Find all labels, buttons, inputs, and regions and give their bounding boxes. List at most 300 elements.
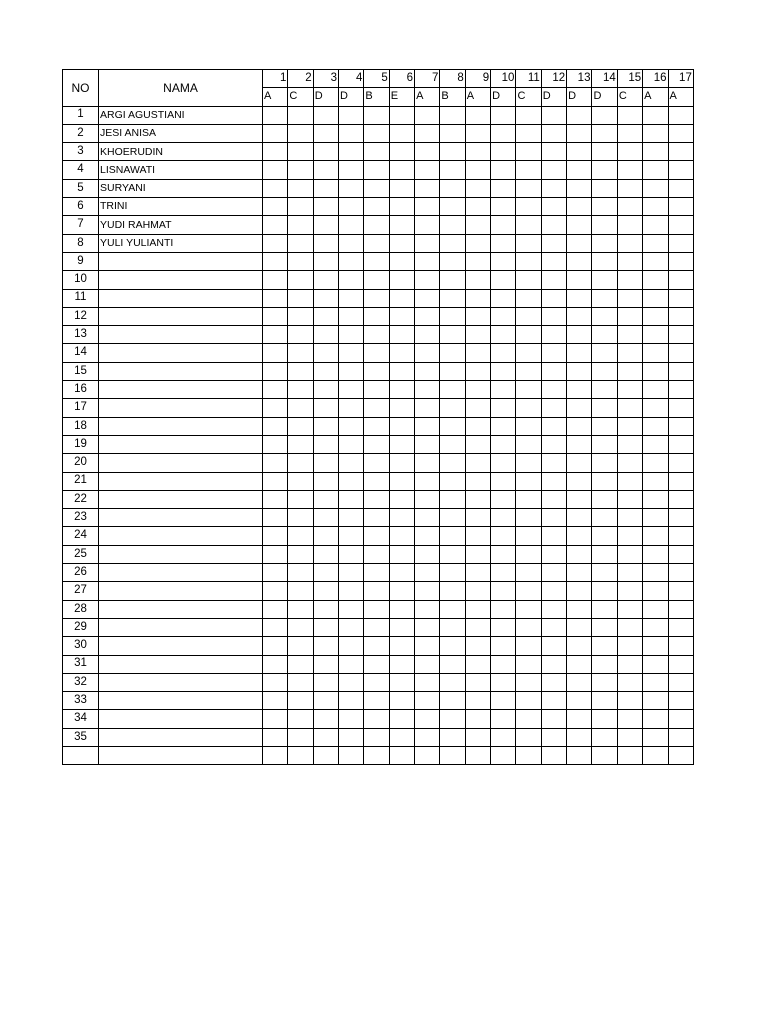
answer-cell xyxy=(415,655,440,673)
answer-cell xyxy=(440,454,465,472)
student-name xyxy=(99,344,263,362)
answer-cell xyxy=(617,399,642,417)
question-number: 11 xyxy=(516,70,541,88)
answer-cell xyxy=(491,454,516,472)
answer-cell xyxy=(541,106,566,124)
answer-cell xyxy=(415,509,440,527)
answer-cell xyxy=(617,271,642,289)
student-name xyxy=(99,490,263,508)
student-name: KHOERUDIN xyxy=(99,143,263,161)
answer-cell xyxy=(288,381,313,399)
answer-cell xyxy=(592,490,617,508)
answer-cell xyxy=(364,161,389,179)
answer-cell xyxy=(415,216,440,234)
answer-cell xyxy=(567,326,592,344)
answer-cell xyxy=(313,362,338,380)
row-number: 24 xyxy=(63,527,99,545)
answer-cell xyxy=(389,289,414,307)
answer-cell xyxy=(567,692,592,710)
answer-cell xyxy=(263,289,288,307)
student-name: SURYANI xyxy=(99,179,263,197)
answer-cell xyxy=(491,307,516,325)
answer-key-cell: B xyxy=(440,88,465,106)
answer-cell xyxy=(617,234,642,252)
answer-cell xyxy=(592,307,617,325)
answer-cell xyxy=(592,472,617,490)
answer-cell xyxy=(592,198,617,216)
student-row xyxy=(63,545,694,563)
answer-cell xyxy=(339,454,364,472)
answer-cell xyxy=(668,692,693,710)
answer-cell xyxy=(440,545,465,563)
answer-cell xyxy=(668,399,693,417)
answer-cell xyxy=(263,399,288,417)
answer-cell xyxy=(541,399,566,417)
answer-cell xyxy=(592,618,617,636)
answer-cell xyxy=(339,289,364,307)
answer-cell xyxy=(668,124,693,142)
answer-cell xyxy=(440,381,465,399)
answer-cell xyxy=(567,399,592,417)
answer-cell xyxy=(592,289,617,307)
student-name xyxy=(99,710,263,728)
answer-cell xyxy=(617,179,642,197)
answer-key-cell: D xyxy=(313,88,338,106)
answer-cell xyxy=(617,490,642,508)
answer-cell xyxy=(465,106,490,124)
answer-cell xyxy=(288,618,313,636)
answer-cell xyxy=(364,326,389,344)
answer-cell xyxy=(313,216,338,234)
answer-cell xyxy=(364,710,389,728)
answer-cell xyxy=(339,600,364,618)
answer-cell xyxy=(516,362,541,380)
answer-cell xyxy=(465,344,490,362)
student-row xyxy=(63,655,694,673)
student-row xyxy=(63,509,694,527)
answer-cell xyxy=(643,728,668,746)
answer-cell xyxy=(313,106,338,124)
student-row xyxy=(63,472,694,490)
answer-cell xyxy=(465,362,490,380)
answer-cell xyxy=(592,417,617,435)
answer-cell xyxy=(491,216,516,234)
answer-cell xyxy=(567,124,592,142)
answer-cell xyxy=(389,161,414,179)
student-row xyxy=(63,692,694,710)
student-row xyxy=(63,618,694,636)
answer-cell xyxy=(516,307,541,325)
answer-cell xyxy=(415,472,440,490)
answer-cell xyxy=(465,746,490,764)
answer-cell xyxy=(592,362,617,380)
answer-cell xyxy=(263,509,288,527)
answer-cell xyxy=(263,472,288,490)
answer-cell xyxy=(516,124,541,142)
answer-cell xyxy=(516,582,541,600)
answer-cell xyxy=(465,582,490,600)
answer-cell xyxy=(389,655,414,673)
answer-cell xyxy=(339,124,364,142)
answer-cell xyxy=(617,545,642,563)
answer-cell xyxy=(643,307,668,325)
student-name xyxy=(99,746,263,764)
answer-cell xyxy=(617,655,642,673)
answer-cell xyxy=(440,746,465,764)
answer-cell xyxy=(288,673,313,691)
answer-cell xyxy=(592,564,617,582)
answer-cell xyxy=(415,399,440,417)
answer-cell xyxy=(263,179,288,197)
answer-cell xyxy=(643,252,668,270)
answer-cell xyxy=(389,252,414,270)
answer-cell xyxy=(668,746,693,764)
student-row xyxy=(63,417,694,435)
answer-key-cell: D xyxy=(339,88,364,106)
answer-cell xyxy=(440,472,465,490)
student-name xyxy=(99,454,263,472)
answer-cell xyxy=(288,746,313,764)
question-number: 10 xyxy=(491,70,516,88)
student-row xyxy=(63,234,694,252)
answer-cell xyxy=(465,307,490,325)
answer-key-cell: B xyxy=(364,88,389,106)
answer-cell xyxy=(516,252,541,270)
answer-cell xyxy=(541,307,566,325)
answer-cell xyxy=(313,326,338,344)
answer-cell xyxy=(567,472,592,490)
answer-cell xyxy=(364,545,389,563)
answer-cell xyxy=(516,692,541,710)
answer-cell xyxy=(617,746,642,764)
student-row xyxy=(63,564,694,582)
question-number: 6 xyxy=(389,70,414,88)
header-row-question-numbers xyxy=(63,70,694,88)
answer-cell xyxy=(313,198,338,216)
answer-cell xyxy=(668,106,693,124)
answer-cell xyxy=(491,234,516,252)
answer-cell xyxy=(541,600,566,618)
answer-cell xyxy=(668,234,693,252)
answer-cell xyxy=(389,216,414,234)
question-number: 1 xyxy=(263,70,288,88)
answer-cell xyxy=(389,564,414,582)
answer-cell xyxy=(339,673,364,691)
student-name: YUDI RAHMAT xyxy=(99,216,263,234)
answer-cell xyxy=(643,692,668,710)
answer-cell xyxy=(415,179,440,197)
answer-cell xyxy=(263,527,288,545)
answer-cell xyxy=(339,692,364,710)
answer-cell xyxy=(567,106,592,124)
answer-cell xyxy=(364,289,389,307)
answer-cell xyxy=(263,655,288,673)
answer-cell xyxy=(440,417,465,435)
answer-cell xyxy=(592,454,617,472)
student-name xyxy=(99,399,263,417)
answer-cell xyxy=(288,344,313,362)
row-number: 4 xyxy=(63,161,99,179)
answer-cell xyxy=(440,692,465,710)
student-name xyxy=(99,545,263,563)
student-row xyxy=(63,198,694,216)
student-name xyxy=(99,362,263,380)
answer-cell xyxy=(592,545,617,563)
answer-cell xyxy=(567,527,592,545)
student-name: YULI YULIANTI xyxy=(99,234,263,252)
student-name xyxy=(99,289,263,307)
answer-cell xyxy=(516,161,541,179)
answer-cell xyxy=(389,124,414,142)
answer-cell xyxy=(643,710,668,728)
answer-cell xyxy=(263,326,288,344)
question-number: 2 xyxy=(288,70,313,88)
answer-cell xyxy=(339,527,364,545)
answer-cell xyxy=(668,326,693,344)
answer-cell xyxy=(567,381,592,399)
answer-cell xyxy=(389,472,414,490)
answer-cell xyxy=(541,289,566,307)
answer-cell xyxy=(617,417,642,435)
answer-cell xyxy=(339,490,364,508)
answer-cell xyxy=(567,307,592,325)
answer-cell xyxy=(541,637,566,655)
answer-cell xyxy=(415,124,440,142)
answer-cell xyxy=(415,252,440,270)
answer-cell xyxy=(567,618,592,636)
answer-cell xyxy=(668,655,693,673)
answer-cell xyxy=(263,124,288,142)
answer-cell xyxy=(541,545,566,563)
answer-cell xyxy=(567,344,592,362)
student-row xyxy=(63,289,694,307)
answer-cell xyxy=(364,198,389,216)
answer-cell xyxy=(288,728,313,746)
answer-cell xyxy=(288,307,313,325)
question-number: 13 xyxy=(567,70,592,88)
answer-cell xyxy=(313,143,338,161)
student-name xyxy=(99,637,263,655)
answer-cell xyxy=(541,710,566,728)
answer-cell xyxy=(364,124,389,142)
answer-cell xyxy=(567,545,592,563)
student-name: JESI ANISA xyxy=(99,124,263,142)
answer-cell xyxy=(389,490,414,508)
answer-cell xyxy=(643,216,668,234)
answer-cell xyxy=(541,161,566,179)
answer-cell xyxy=(263,344,288,362)
answer-cell xyxy=(313,289,338,307)
answer-cell xyxy=(465,692,490,710)
answer-cell xyxy=(288,692,313,710)
answer-cell xyxy=(668,472,693,490)
answer-cell xyxy=(364,490,389,508)
answer-cell xyxy=(440,618,465,636)
row-number: 14 xyxy=(63,344,99,362)
answer-cell xyxy=(263,582,288,600)
answer-cell xyxy=(643,381,668,399)
answer-cell xyxy=(288,435,313,453)
answer-cell xyxy=(541,564,566,582)
answer-cell xyxy=(491,527,516,545)
answer-cell xyxy=(313,746,338,764)
answer-cell xyxy=(465,216,490,234)
answer-cell xyxy=(364,655,389,673)
question-number: 14 xyxy=(592,70,617,88)
answer-cell xyxy=(440,234,465,252)
answer-cell xyxy=(567,216,592,234)
answer-cell xyxy=(617,435,642,453)
question-number: 5 xyxy=(364,70,389,88)
answer-cell xyxy=(541,344,566,362)
student-row xyxy=(63,710,694,728)
student-name xyxy=(99,472,263,490)
answer-cell xyxy=(516,289,541,307)
answer-cell xyxy=(440,362,465,380)
answer-cell xyxy=(313,399,338,417)
answer-cell xyxy=(516,746,541,764)
answer-cell xyxy=(516,271,541,289)
answer-cell xyxy=(465,545,490,563)
answer-cell xyxy=(389,618,414,636)
answer-cell xyxy=(541,234,566,252)
answer-cell xyxy=(389,344,414,362)
answer-cell xyxy=(668,545,693,563)
student-row xyxy=(63,326,694,344)
answer-cell xyxy=(288,454,313,472)
answer-cell xyxy=(288,252,313,270)
answer-cell xyxy=(364,234,389,252)
student-name xyxy=(99,307,263,325)
answer-cell xyxy=(263,564,288,582)
answer-cell xyxy=(668,179,693,197)
answer-cell xyxy=(668,454,693,472)
answer-cell xyxy=(389,399,414,417)
answer-cell xyxy=(415,161,440,179)
answer-cell xyxy=(592,692,617,710)
student-row xyxy=(63,381,694,399)
answer-cell xyxy=(643,564,668,582)
answer-cell xyxy=(415,289,440,307)
answer-cell xyxy=(617,618,642,636)
answer-cell xyxy=(643,618,668,636)
answer-cell xyxy=(440,582,465,600)
answer-cell xyxy=(263,234,288,252)
answer-cell xyxy=(440,179,465,197)
question-number: 8 xyxy=(440,70,465,88)
answer-cell xyxy=(339,344,364,362)
answer-cell xyxy=(263,417,288,435)
answer-key-cell: D xyxy=(592,88,617,106)
answer-cell xyxy=(491,637,516,655)
answer-cell xyxy=(491,564,516,582)
answer-cell xyxy=(491,179,516,197)
answer-cell xyxy=(313,728,338,746)
answer-cell xyxy=(592,271,617,289)
answer-cell xyxy=(643,344,668,362)
answer-cell xyxy=(465,234,490,252)
row-number: 12 xyxy=(63,307,99,325)
answer-cell xyxy=(516,600,541,618)
answer-cell xyxy=(313,271,338,289)
answer-cell xyxy=(617,692,642,710)
row-number: 34 xyxy=(63,710,99,728)
answer-cell xyxy=(491,271,516,289)
answer-cell xyxy=(491,600,516,618)
answer-cell xyxy=(288,490,313,508)
answer-cell xyxy=(364,271,389,289)
answer-cell xyxy=(491,472,516,490)
answer-cell xyxy=(465,124,490,142)
answer-cell xyxy=(668,527,693,545)
answer-cell xyxy=(592,746,617,764)
answer-cell xyxy=(491,545,516,563)
answer-cell xyxy=(263,746,288,764)
answer-cell xyxy=(313,252,338,270)
answer-cell xyxy=(364,454,389,472)
answer-cell xyxy=(263,252,288,270)
answer-cell xyxy=(491,198,516,216)
answer-cell xyxy=(339,582,364,600)
answer-cell xyxy=(491,728,516,746)
answer-cell xyxy=(339,472,364,490)
row-number: 20 xyxy=(63,454,99,472)
student-name xyxy=(99,600,263,618)
answer-cell xyxy=(668,271,693,289)
answer-cell xyxy=(617,509,642,527)
answer-cell xyxy=(643,655,668,673)
answer-cell xyxy=(440,289,465,307)
answer-cell xyxy=(617,143,642,161)
answer-cell xyxy=(339,252,364,270)
answer-cell xyxy=(415,454,440,472)
row-number: 31 xyxy=(63,655,99,673)
student-row xyxy=(63,179,694,197)
answer-cell xyxy=(339,216,364,234)
answer-cell xyxy=(567,362,592,380)
answer-cell xyxy=(288,234,313,252)
answer-cell xyxy=(364,728,389,746)
answer-cell xyxy=(364,637,389,655)
answer-cell xyxy=(288,271,313,289)
answer-cell xyxy=(465,472,490,490)
answer-cell xyxy=(313,692,338,710)
answer-cell xyxy=(263,490,288,508)
student-name xyxy=(99,417,263,435)
answer-cell xyxy=(440,344,465,362)
answer-cell xyxy=(541,673,566,691)
answer-cell xyxy=(668,618,693,636)
answer-cell xyxy=(643,637,668,655)
answer-cell xyxy=(465,143,490,161)
answer-cell xyxy=(643,545,668,563)
answer-cell xyxy=(313,381,338,399)
answer-cell xyxy=(263,728,288,746)
answer-cell xyxy=(440,399,465,417)
answer-cell xyxy=(643,399,668,417)
answer-cell xyxy=(415,600,440,618)
answer-cell xyxy=(288,198,313,216)
student-row xyxy=(63,344,694,362)
answer-cell xyxy=(339,234,364,252)
answer-cell xyxy=(465,728,490,746)
answer-cell xyxy=(491,289,516,307)
answer-cell xyxy=(288,289,313,307)
row-number: 10 xyxy=(63,271,99,289)
answer-cell xyxy=(516,454,541,472)
answer-cell xyxy=(440,509,465,527)
answer-cell xyxy=(668,161,693,179)
